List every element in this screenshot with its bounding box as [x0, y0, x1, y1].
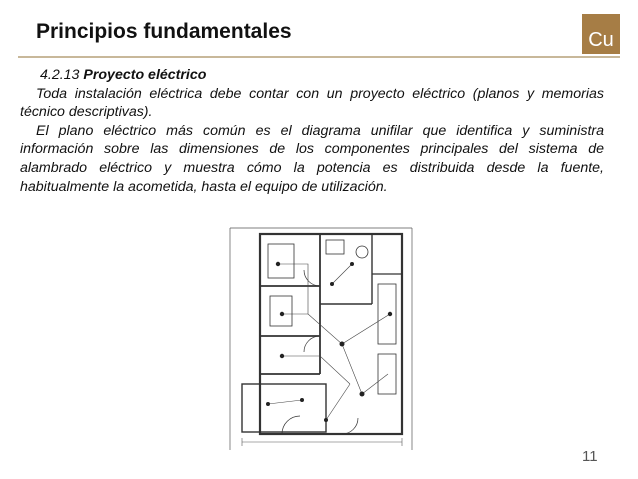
electrical-floor-plan-image — [222, 224, 418, 454]
cu-logo-badge: Cu — [582, 14, 620, 54]
header-divider — [18, 56, 620, 58]
section-heading — [40, 66, 604, 85]
section-name: Proyecto eléctrico — [83, 67, 207, 83]
paragraph-1: Toda instalación eléctrica debe contar con un proyecto eléctrico (planos y memorias técnico descriptivas). — [20, 85, 604, 121]
section-number: 4.2.13 — [40, 67, 80, 83]
paragraph-2: El plano eléctrico más común es el diagrama unifilar que identifica y suministra información sobre las dimensiones de los componentes principales del sistema de alambrado eléctrico y muestra cómo la potencia es distribuida desde la fuente, habitualmente la acometida, hasta el equipo de utilización. — [20, 122, 604, 195]
slide-body — [20, 66, 604, 196]
slide-title: Principios fundamentales — [36, 20, 292, 43]
page-number: 11 — [582, 448, 598, 465]
slide-header — [0, 0, 638, 56]
